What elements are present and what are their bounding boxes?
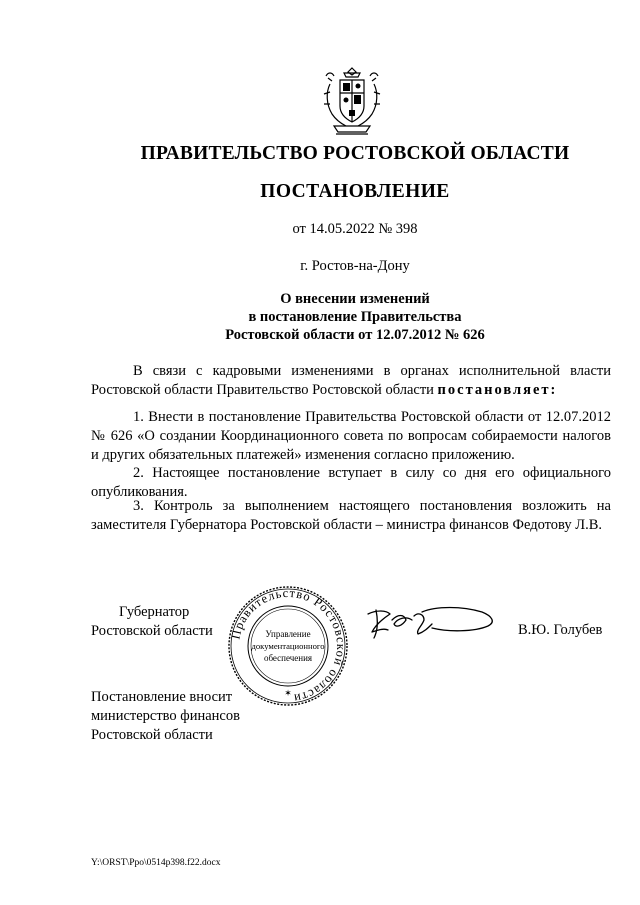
submitter-line-2: министерство финансов <box>91 708 240 724</box>
coat-of-arms-icon <box>316 64 388 140</box>
intro-text: В связи с кадровыми изменениями в органах исполнительной власти Ростовской области Правительство Ростовской области <box>91 363 611 398</box>
subject-line-3: Ростовской области от 12.07.2012 № 626 <box>225 327 485 343</box>
seal-center-line-1: Управление <box>265 629 311 639</box>
handwritten-signature <box>362 602 502 646</box>
submitter-line-3: Ростовской области <box>91 727 213 743</box>
document-city: г. Ростов-на-Дону <box>300 258 410 274</box>
item-3-paragraph: 3. Контроль за выполнением настоящего постановления возложить на заместителя Губернатора Ростовской области – министра финансов Федотову Л.В. <box>91 498 611 533</box>
signatory-role-line-2: Ростовской области <box>91 623 213 639</box>
document-subject <box>0 290 640 344</box>
intro-paragraph <box>91 362 611 400</box>
submitter-block <box>91 688 240 745</box>
signatory-role <box>91 603 213 641</box>
government-title: ПРАВИТЕЛЬСТВО РОСТОВСКОЙ ОБЛАСТИ <box>140 143 570 164</box>
signatory-role-line-1: Губернатор <box>119 604 190 620</box>
seal-center-line-2: документационного <box>251 641 325 651</box>
file-path-footer: Y:\ORST\Ppo\0514p398.f22.docx <box>91 858 221 868</box>
item-1-paragraph: 1. Внести в постановление Правительства Ростовской области от 12.07.2012 № 626 «О создании Координационного совета по вопросам собираемости налогов и других обязательных платежей» изменения согласно приложению. <box>91 409 611 463</box>
item-2-paragraph: 2. Настоящее постановление вступает в силу со дня его официального опубликования. <box>91 465 611 500</box>
subject-line-2: в постановление Правительства <box>248 309 462 325</box>
seal-ring-text: Правительство Ростовской области <box>228 585 349 706</box>
seal-center-line-3: обеспечения <box>263 653 313 663</box>
subject-line-1: О внесении изменений <box>280 291 430 307</box>
decree-word: постановляет: <box>437 382 558 398</box>
document-type: ПОСТАНОВЛЕНИЕ <box>260 181 450 202</box>
submitter-line-1: Постановление вносит <box>91 689 233 705</box>
seal-star-icon: ✶ <box>284 688 292 698</box>
signatory-name: В.Ю. Голубев <box>518 622 603 638</box>
document-date-number: от 14.05.2022 № 398 <box>292 221 418 237</box>
official-seal <box>226 584 350 708</box>
